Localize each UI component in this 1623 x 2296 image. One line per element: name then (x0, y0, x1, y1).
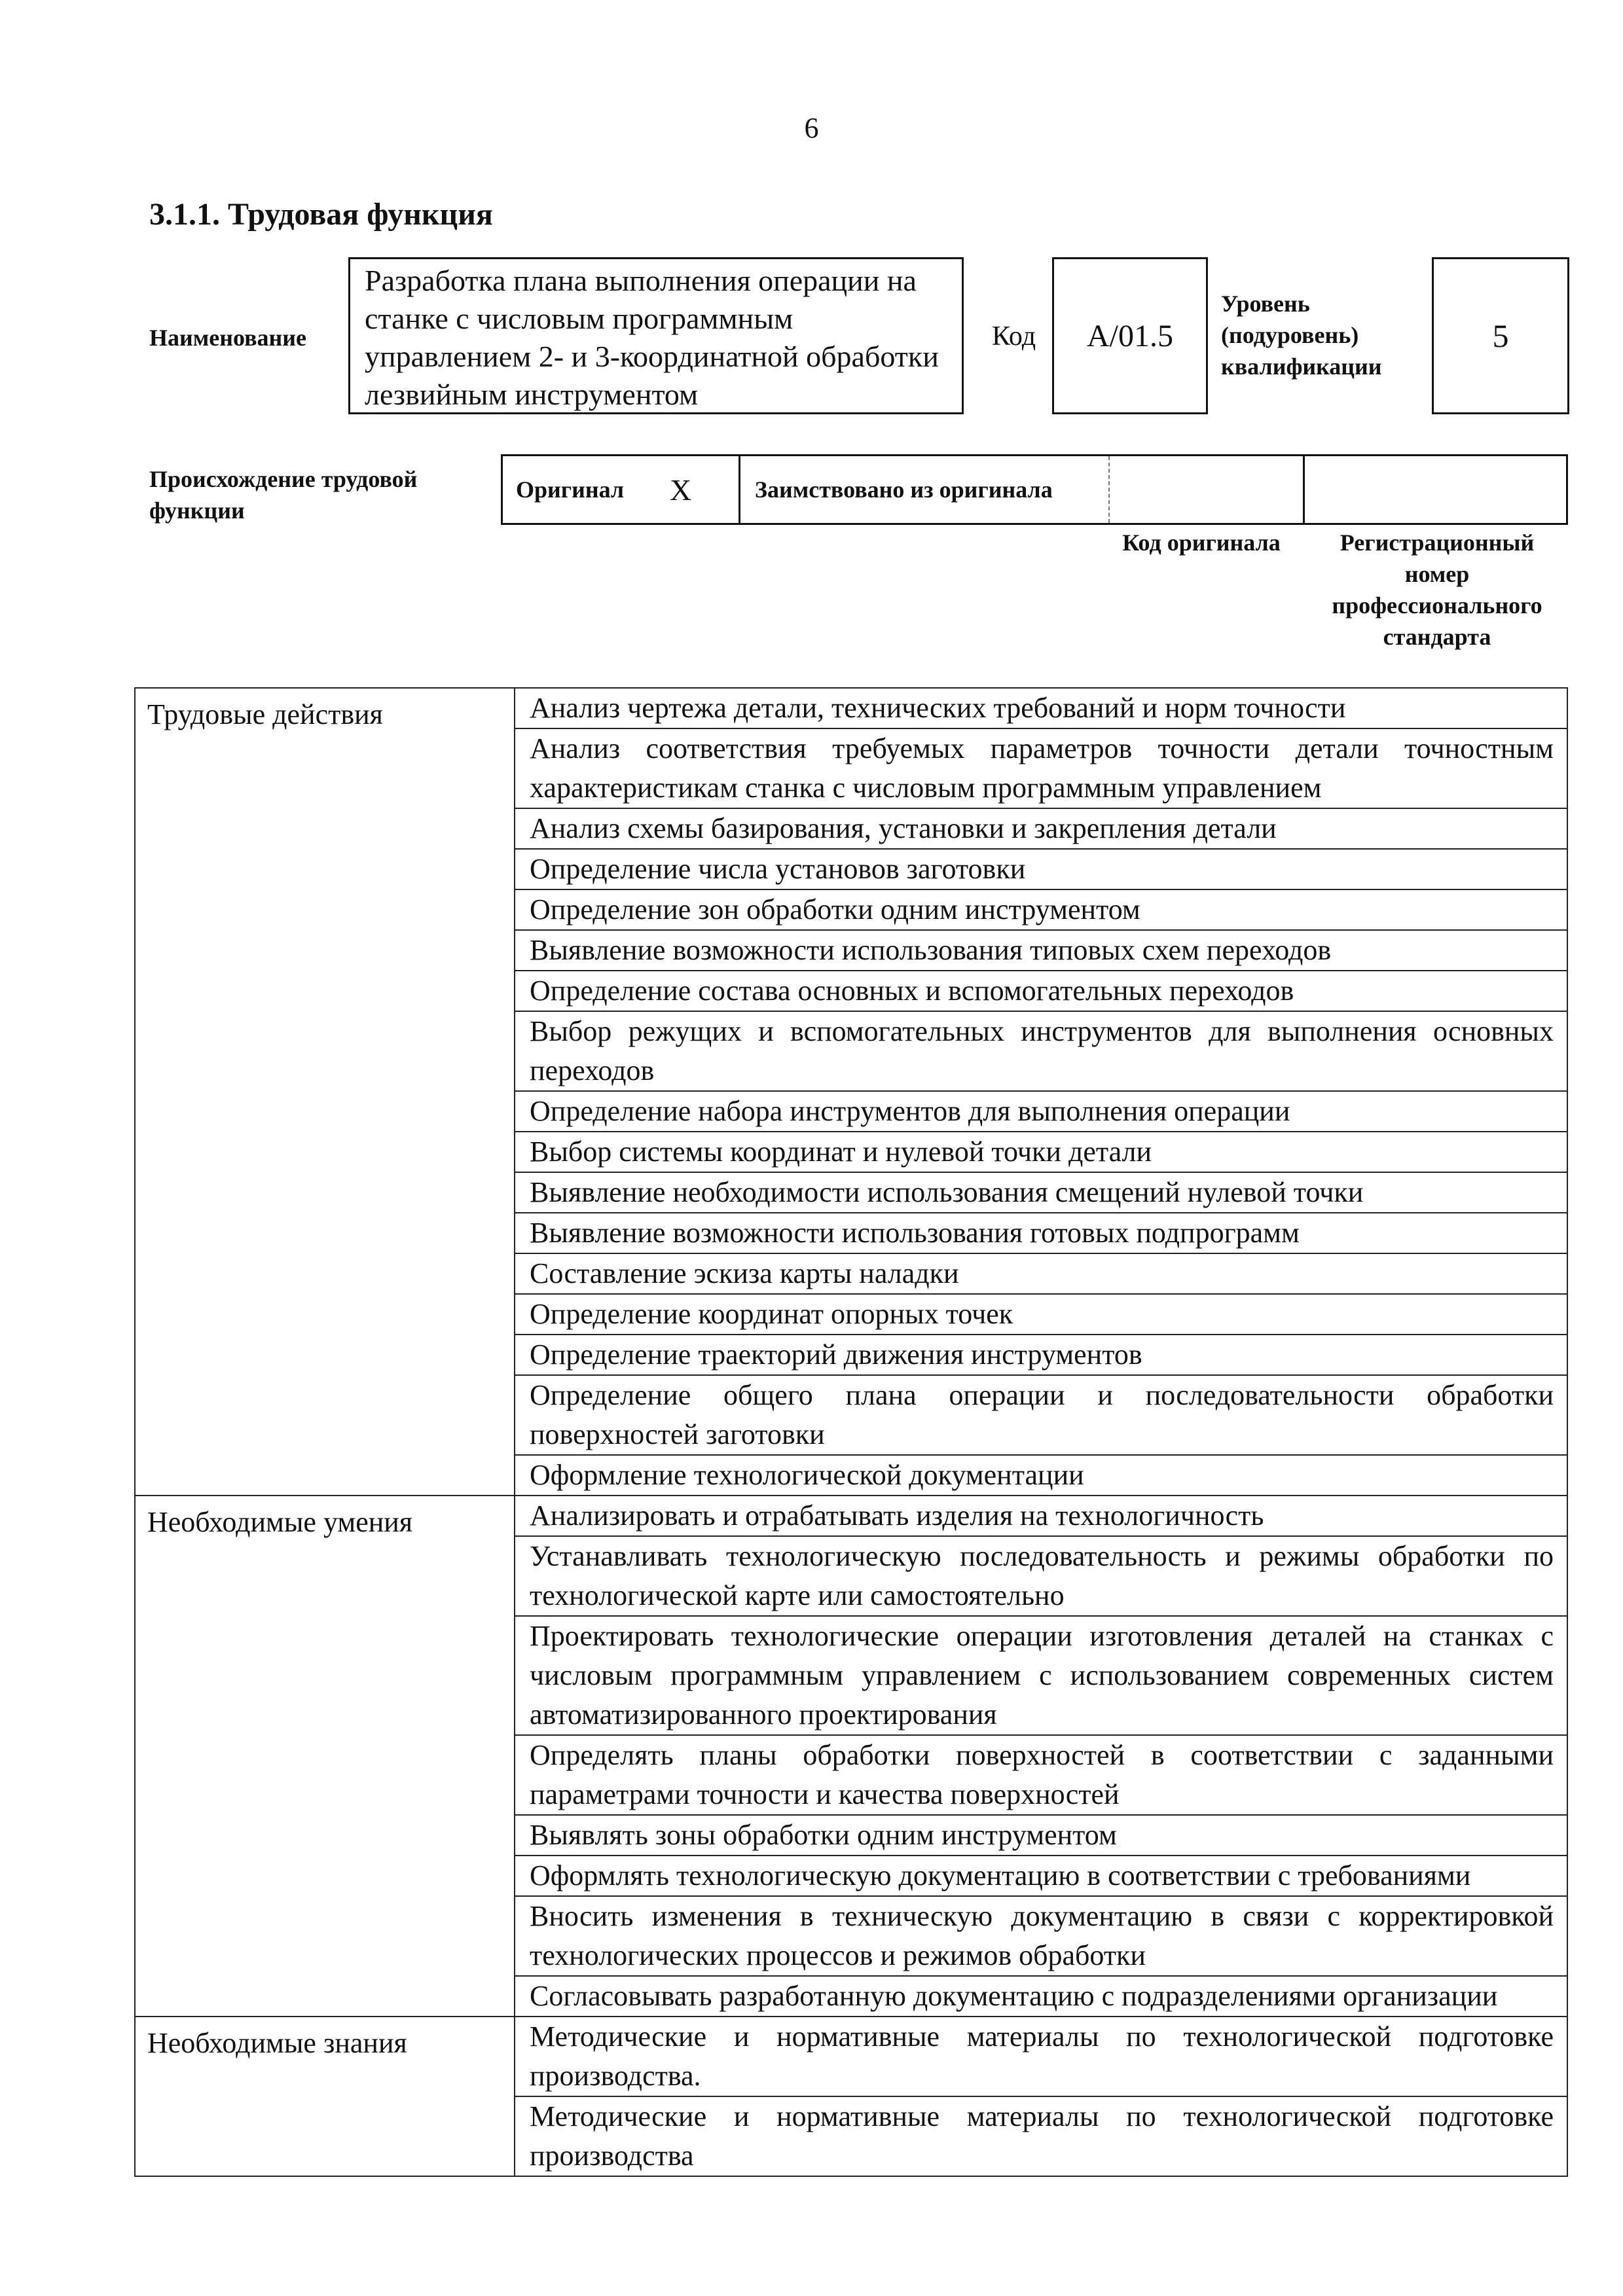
section-item: Анализ схемы базирования, установки и закрепления детали (515, 808, 1567, 849)
function-details-table (134, 687, 1568, 2177)
code-label: Код (992, 321, 1036, 351)
origin-divider (739, 456, 740, 523)
section-item: Определение координат опорных точек (515, 1294, 1567, 1335)
level-label: Уровень (подуровень) квалификации (1221, 291, 1382, 380)
section-item: Составление эскиза карты наладки (515, 1253, 1567, 1294)
section-item: Выбор режущих и вспомогательных инструментов для выполнения основных переходов (515, 1011, 1567, 1091)
section-item: Вносить изменения в техническую документацию в связи с корректировкой технологических процессов и режимов обработки (515, 1896, 1567, 1976)
section-item: Методические и нормативные материалы по технологической подготовке производства. (515, 2017, 1567, 2096)
section-item: Определять планы обработки поверхностей в соответствии с заданными параметрами точности и качества поверхностей (515, 1735, 1567, 1815)
origin-label: Происхождение трудовой функции (149, 466, 418, 524)
section-item: Определение общего плана операции и последовательности обработки поверхностей заготовки (515, 1375, 1567, 1455)
section-item: Определение траекторий движения инструментов (515, 1335, 1567, 1375)
original-code-label: Код оригинала (1122, 529, 1281, 556)
original-label: Оригинал (516, 476, 625, 503)
reg-number-label: Регистрационный номер профессионального стандарта (1332, 529, 1542, 650)
section-item: Выявление возможности использования типовых схем переходов (515, 930, 1567, 971)
section-item: Анализ чертежа детали, технических требований и норм точности (515, 688, 1567, 728)
section-item: Анализировать и отрабатывать изделия на технологичность (515, 1496, 1567, 1536)
section-item: Согласовывать разработанную документацию с подразделениями организации (515, 1976, 1567, 2017)
origin-divider-dashed (1108, 456, 1110, 523)
section-item: Проектировать технологические операции изготовления деталей на станках с числовым программным управлением с использованием современных систем автоматизированного проектирования (515, 1616, 1567, 1735)
page-number: 6 (804, 112, 819, 144)
function-name-value: Разработка плана выполнения операции на станке с числовым программным управлением 2- и 3-координатной обработки лезвийным инструментом (348, 257, 964, 414)
origin-divider (1303, 456, 1305, 523)
section-title: 3.1.1. Трудовая функция (149, 197, 493, 232)
table-row (135, 688, 1567, 728)
section-label: Трудовые действия (135, 688, 515, 1496)
code-value: A/01.5 (1052, 257, 1208, 414)
original-mark: X (670, 473, 692, 507)
section-item: Определение набора инструментов для выполнения операции (515, 1091, 1567, 1132)
section-label: Необходимые умения (135, 1496, 515, 2017)
table-row (135, 1496, 1567, 1536)
section-item: Определение состава основных и вспомогательных переходов (515, 971, 1567, 1011)
section-item: Оформлять технологическую документацию в соответствии с требованиями (515, 1856, 1567, 1896)
origin-table (501, 454, 1568, 525)
section-item: Методические и нормативные материалы по технологической подготовке производства (515, 2096, 1567, 2176)
level-value: 5 (1432, 257, 1569, 414)
name-label: Наименование (149, 325, 306, 351)
section-item: Анализ соответствия требуемых параметров точности детали точностным характеристикам станка с числовым программным управлением (515, 728, 1567, 808)
section-label: Необходимые знания (135, 2017, 515, 2176)
borrowed-label: Заимствовано из оригинала (755, 476, 1053, 503)
section-item: Выявление возможности использования готовых подпрограмм (515, 1213, 1567, 1253)
section-item: Выявление необходимости использования смещений нулевой точки (515, 1172, 1567, 1213)
table-row (135, 2017, 1567, 2096)
section-item: Определение зон обработки одним инструментом (515, 889, 1567, 930)
section-item: Устанавливать технологическую последовательность и режимы обработки по технологической карте или самостоятельно (515, 1536, 1567, 1616)
section-item: Выбор системы координат и нулевой точки детали (515, 1132, 1567, 1172)
section-item: Определение числа установов заготовки (515, 849, 1567, 889)
section-item: Оформление технологической документации (515, 1455, 1567, 1496)
section-item: Выявлять зоны обработки одним инструментом (515, 1815, 1567, 1856)
